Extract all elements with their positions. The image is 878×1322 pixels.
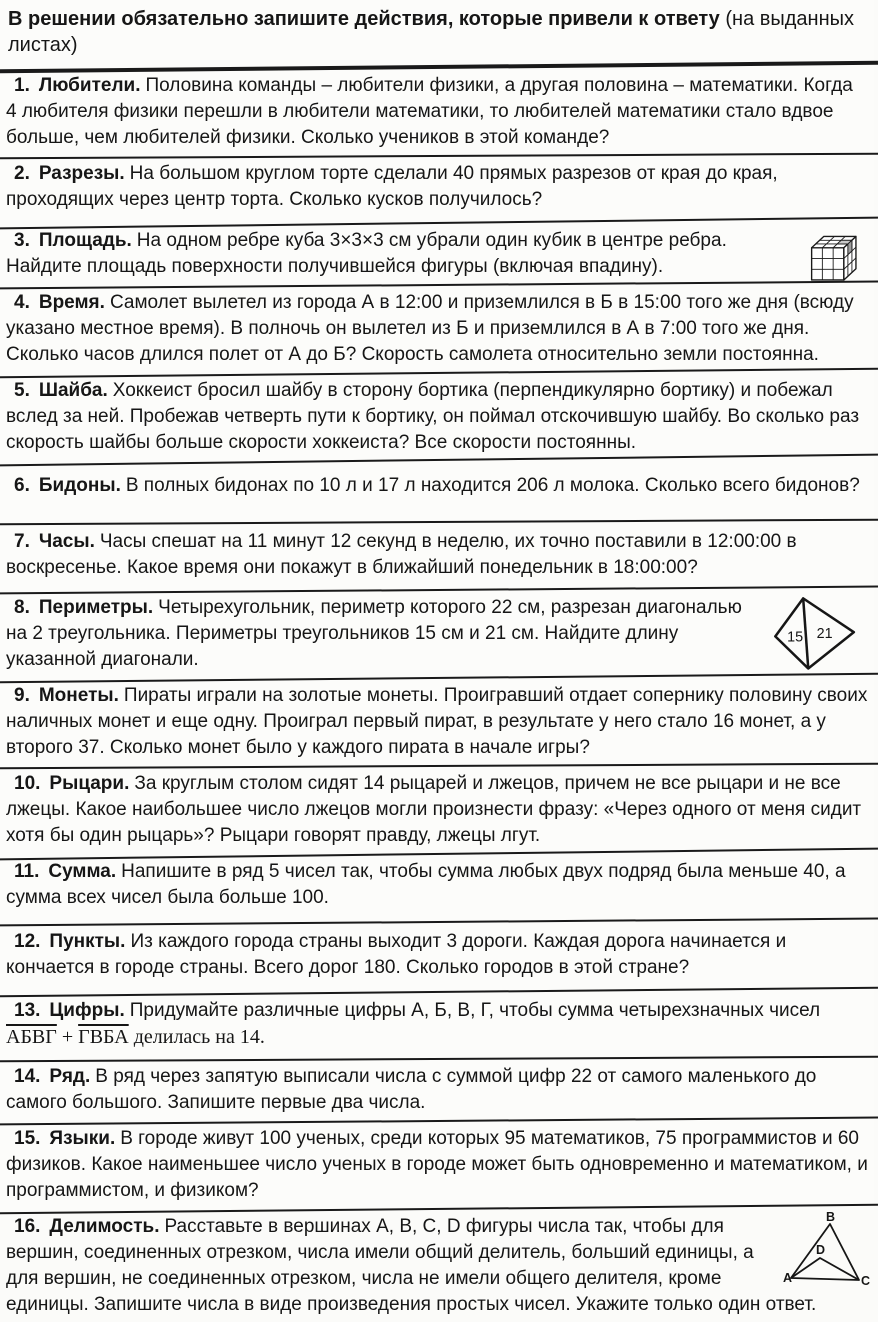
sum-formula (6, 1024, 868, 1050)
problem-1 (0, 69, 874, 155)
problem-title: Шайба. (38, 380, 108, 401)
problem-body: Придумайте различные цифры А, Б, В, Г, чтобы сумма четырехзначных чисел (129, 1000, 821, 1021)
problem-number: 6. (14, 475, 30, 496)
problem-title: Любители. (38, 75, 141, 96)
formula-condition: делилась на 14. (128, 1026, 265, 1048)
problem-body: Из каждого города страны выходит 3 дороги. Каждая дорога начинается и кончается в городе страны. Всего дорог 180. Сколько городов в этой стране? (6, 931, 787, 978)
problem-text (6, 161, 868, 213)
problem-body: В ряд через запятую выписали числа с суммой цифр 22 от самого маленького до самого большого. Запишите первые два числа. (6, 1066, 817, 1113)
right-triangle-perimeter-label: 21 (816, 626, 833, 643)
problem-number: 14. (14, 1066, 41, 1087)
problem-text (6, 929, 868, 981)
problem-10 (0, 767, 874, 853)
problem-text (6, 290, 868, 368)
problem-body: На большом круглом торте сделали 40 прямых разрезов от края до края, проходящих через центр торта. Сколько кусков получилось? (6, 163, 778, 210)
problem-text (6, 1126, 868, 1204)
problem-number: 4. (14, 292, 30, 313)
problem-title: Периметры. (38, 597, 154, 618)
problem-5 (0, 374, 874, 459)
problem-15 (0, 1122, 874, 1208)
problem-title: Языки. (49, 1128, 116, 1149)
problem-11 (0, 855, 874, 921)
problem-body: Напишите в ряд 5 чисел так, чтобы сумма любых двух подряд была меньше 40, а сумма всех чисел была больше 100. (6, 861, 846, 908)
problem-title: Разрезы. (38, 163, 125, 184)
problem-8 (0, 591, 874, 677)
problem-number: 12. (14, 931, 41, 952)
problem-number: 10. (14, 773, 41, 794)
problem-body: За круглым столом сидят 14 рыцарей и лжецов, причем не все рыцари и не все лжецы. Какое наибольшее число лжецов могли произнести фразу: «Через одного от меня сидит хотя бы один рыцарь»? Рыцари говорят правду, лжецы лгут. (6, 773, 862, 846)
sheet-instruction (0, 0, 874, 65)
vertex-b-label: B (826, 1210, 836, 1224)
problem-title: Ряд. (49, 1066, 91, 1087)
problem-number: 2. (14, 163, 30, 184)
formula-term-gvba: ГВБА (78, 1026, 129, 1048)
problem-title: Бидоны. (38, 475, 121, 496)
problem-text (6, 1214, 871, 1318)
problem-body: Пираты играли на золотые монеты. Проигравший отдает сопернику половину своих наличных монет и еще одну. Проиграл первый пират, в результате у него стало 16 монет, а у второго 37. Сколько монет было у каждого пирата в начале игры? (6, 685, 868, 758)
problem-text (6, 228, 868, 280)
problem-4 (0, 286, 874, 372)
problem-title: Рыцари. (49, 773, 130, 794)
problem-title: Монеты. (38, 685, 119, 706)
triangle-vertices-figure (782, 1210, 871, 1288)
problem-body: Половина команды – любители физики, а другая половина – математики. Когда 4 любителя физики перешли в любители математики, то любителей математики стало вдвое больше, чем любителей физики. Сколько учеников в этой команде? (6, 75, 853, 148)
problem-14 (0, 1060, 874, 1120)
problem-text (6, 1064, 868, 1116)
quadrilateral-diagonal-figure (764, 595, 866, 671)
problem-title: Цифры. (49, 1000, 125, 1021)
problem-text (6, 378, 868, 456)
problem-text (6, 73, 868, 151)
problem-number: 7. (14, 531, 30, 552)
problem-title: Время. (38, 292, 105, 313)
instruction-bold-text: В решении обязательно запишите действия, которые привели к ответу (8, 8, 720, 30)
problem-body: Хоккеист бросил шайбу в сторону бортика (перпендикулярно бортику) и побежал вслед за ней. Пробежав четверть пути к бортику, он поймал отскочившую шайбу. Во сколько раз скорость шайбы больше скорости хоккеиста? Все скорости постоянны. (6, 380, 860, 453)
problem-text (6, 529, 868, 581)
problem-title: Сумма. (48, 861, 117, 882)
problem-text (6, 771, 868, 849)
problem-number: 16. (14, 1216, 41, 1237)
problem-number: 11. (14, 861, 40, 882)
problem-number: 1. (14, 75, 30, 96)
formula-term-abvg: АБВГ (6, 1026, 57, 1048)
problem-body: Четырехугольник, периметр которого 22 см, разрезан диагональю на 2 треугольника. Периметры треугольников 15 см и 21 см. Найдите длину указанной диагонали. (6, 597, 742, 670)
problem-body: В полных бидонах по 10 л и 17 л находится 206 л молока. Сколько всего бидонов? (125, 475, 860, 496)
left-triangle-perimeter-label: 15 (787, 629, 804, 646)
problem-title: Площадь. (38, 230, 132, 251)
problem-title: Делимость. (49, 1216, 160, 1237)
problem-3 (0, 224, 874, 284)
problem-text (6, 998, 868, 1024)
problem-body: Расставьте в вершинах A, B, C, D фигуры числа так, чтобы для вершин, соединенных отрезком, числа имели общий делитель, больший единицы, а для вершин, не соединенных отрезком, числа не имели общего делителя, кроме единицы. Запишите числа в виде произведения простых чисел. Укажите только один ответ. (6, 1216, 817, 1315)
problem-6 (0, 461, 874, 521)
problem-number: 15. (14, 1128, 41, 1149)
problem-number: 9. (14, 685, 30, 706)
problem-12 (0, 923, 874, 991)
problem-title: Часы. (38, 531, 95, 552)
problem-text (6, 683, 868, 761)
problem-number: 8. (14, 597, 30, 618)
problem-title: Пункты. (49, 931, 126, 952)
vertex-a-label: A (783, 1271, 793, 1285)
problem-body: Часы спешат на 11 минут 12 секунд в неделю, их точно поставили в 12:00:00 в воскресенье. Какое время они покажут в ближайший понедельник в 18:00:00? (6, 531, 797, 578)
problem-body: На одном ребре куба 3×3×3 см убрали один кубик в центре ребра. Найдите площадь поверхности получившейся фигуры (включая впадину). (6, 230, 727, 277)
instruction-normal-text: (на выданных листах) (8, 8, 855, 56)
problem-number: 3. (14, 230, 30, 251)
problem-body: В городе живут 100 ученых, среди которых 95 математиков, 75 программистов и 60 физиков. Какое наименьшее число ученых в городе может быть одновременно и математиком, и программистом, и физиком? (6, 1128, 868, 1201)
problem-number: 13. (14, 1000, 41, 1021)
problem-7 (0, 523, 874, 589)
problem-2 (0, 157, 874, 222)
problem-13 (0, 993, 874, 1058)
problem-text (6, 595, 868, 673)
vertex-d-label: D (816, 1243, 826, 1257)
problem-number: 5. (14, 380, 30, 401)
problem-text (6, 473, 868, 499)
cube-with-notch-figure (804, 226, 866, 284)
problem-16 (0, 1210, 874, 1322)
problem-body: Самолет вылетел из города А в 12:00 и приземлился в Б в 15:00 того же дня (всюду указано местное время). В полночь он вылетел из Б и приземлился в А в 7:00 того же дня. Сколько часов длился полет от А до Б? Скорость самолета относительно земли постоянна. (6, 292, 854, 365)
vertex-c-label: C (861, 1274, 871, 1288)
problem-9 (0, 679, 874, 765)
problem-text (6, 859, 868, 911)
formula-plus-sign: + (56, 1026, 79, 1048)
